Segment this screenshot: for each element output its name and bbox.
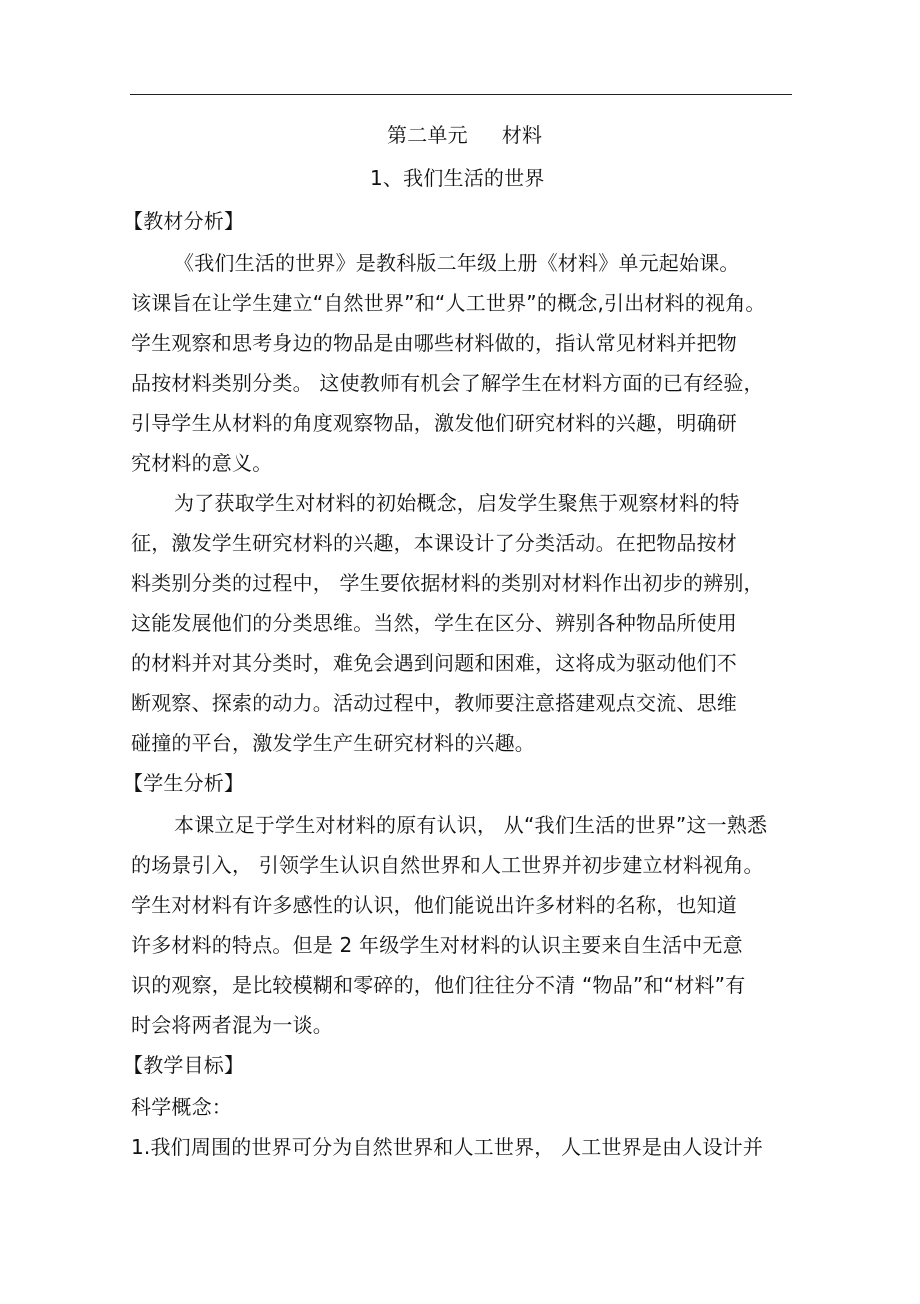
paragraph-line: 这能发展他们的分类思维。当然，学生在区分、辨别各种物品所使用 (131, 611, 737, 635)
paragraph-line: 学生观察和思考身边的物品是由哪些材料做的，指认常见材料并把物 (131, 331, 737, 355)
paragraph-line: 1.我们周围的世界可分为自然世界和人工世界， 人工世界是由人设计并 (131, 1135, 764, 1159)
paragraph-line: 料类别分类的过程中， 学生要依据材料的类别对材料作出初步的辨别， (131, 571, 764, 595)
lesson-title: 1、我们生活的世界 (370, 166, 545, 190)
paragraph-line: 引导学生从材料的角度观察物品，激发他们研究材料的兴趣，明确研 (131, 411, 737, 435)
paragraph-line: 碰撞的平台，激发学生产生研究材料的兴趣。 (131, 731, 535, 755)
paragraph-line: 断观察、探索的动力。活动过程中，教师要注意搭建观点交流、思维 (131, 691, 737, 715)
paragraph-line: 学生对材料有许多感性的认识，他们能说出许多材料的名称，也知道 (131, 893, 737, 917)
paragraph-line: 征，激发学生研究材料的兴趣，本课设计了分类活动。在把物品按材 (131, 531, 737, 555)
subheading-science-concepts: 科学概念： (131, 1095, 232, 1119)
paragraph-line: 的场景引入， 引领学生认识自然世界和人工世界并初步建立材料视角。 (131, 853, 764, 877)
paragraph-line: 《我们生活的世界》是教科版二年级上册《材料》单元起始课。 (174, 251, 740, 275)
unit-title (387, 122, 542, 148)
section-heading-student-analysis: 【学生分析】 (123, 771, 245, 795)
unit-name: 材料 (501, 123, 543, 147)
paragraph-line: 品按材料类别分类。 这使教师有机会了解学生在材料方面的已有经验， (131, 371, 764, 395)
paragraph-line: 识的观察，是比较模糊和零碎的，他们往往分不清 “物品”和“材料”有 (131, 973, 746, 997)
paragraph-line: 许多材料的特点。但是 2 年级学生对材料的认识主要来自生活中无意 (131, 933, 743, 957)
paragraph-line: 为了获取学生对材料的初始概念，启发学生聚焦于观察材料的特 (174, 491, 740, 515)
paragraph-line: 的材料并对其分类时，难免会遇到问题和困难，这将成为驱动他们不 (131, 651, 737, 675)
section-heading-material-analysis: 【教材分析】 (123, 209, 245, 233)
section-heading-teaching-goals: 【教学目标】 (123, 1053, 245, 1077)
header-rule (130, 94, 792, 95)
paragraph-line: 本课立足于学生对材料的原有认识， 从“我们生活的世界”这一熟悉 (174, 813, 768, 837)
paragraph-line: 时会将两者混为一谈。 (131, 1013, 333, 1037)
paragraph-line: 该课旨在让学生建立“自然世界”和“人工世界”的概念,引出材料的视角。 (131, 291, 766, 315)
paragraph-line: 究材料的意义。 (131, 451, 273, 475)
unit-label: 第二单元 (387, 123, 468, 147)
